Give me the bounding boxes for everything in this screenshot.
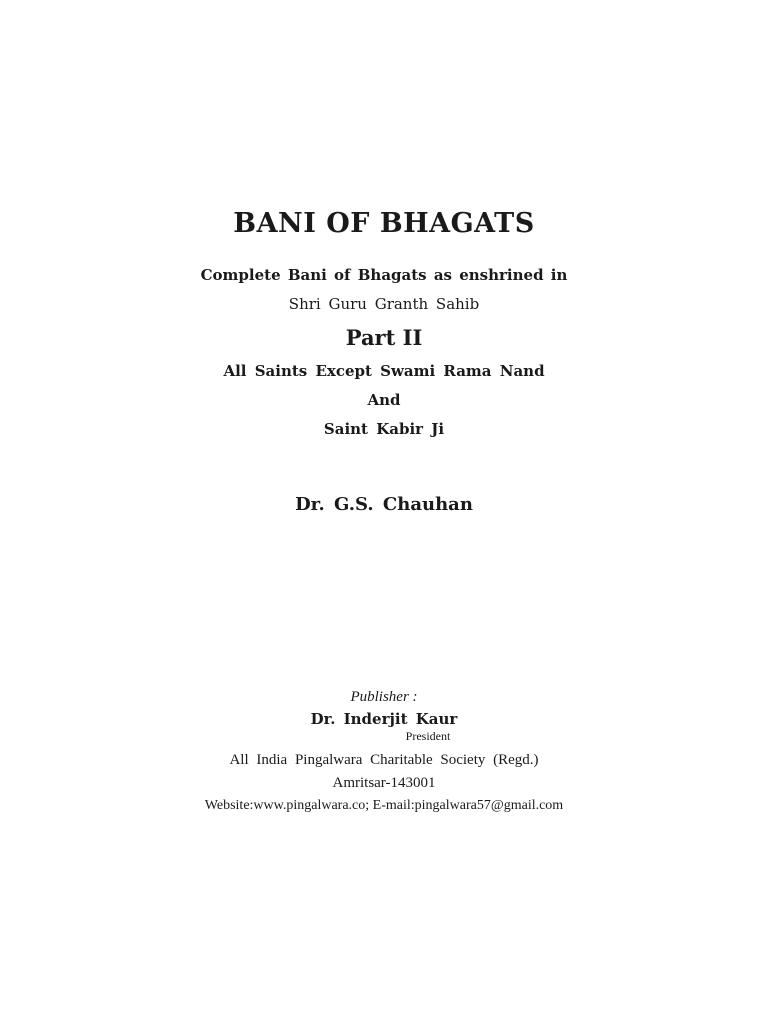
book-title: BANI OF BHAGATS xyxy=(233,208,535,239)
book-subtitle-line-1: Complete Bani of Bhagats as enshrined in xyxy=(200,266,568,284)
publisher-role: President xyxy=(405,729,451,743)
scope-line-2: And xyxy=(367,391,401,409)
publisher-address: Amritsar-143001 xyxy=(332,775,436,791)
publisher-contact: Website:www.pingalwara.co; E-mail:pingalwara57@gmail.com xyxy=(204,798,564,813)
publisher-label: Publisher : xyxy=(350,689,418,705)
publisher-organization: All India Pingalwara Charitable Society (Regd.) xyxy=(229,752,539,768)
scope-line-1: All Saints Except Swami Rama Nand xyxy=(223,362,545,380)
scope-line-3: Saint Kabir Ji xyxy=(323,420,445,438)
author-name: Dr. G.S. Chauhan xyxy=(295,494,473,515)
publisher-name: Dr. Inderjit Kaur xyxy=(310,710,458,728)
publisher-role-line xyxy=(0,730,768,742)
book-subtitle-line-2: Shri Guru Granth Sahib xyxy=(288,295,480,313)
book-part: Part II xyxy=(345,325,423,350)
